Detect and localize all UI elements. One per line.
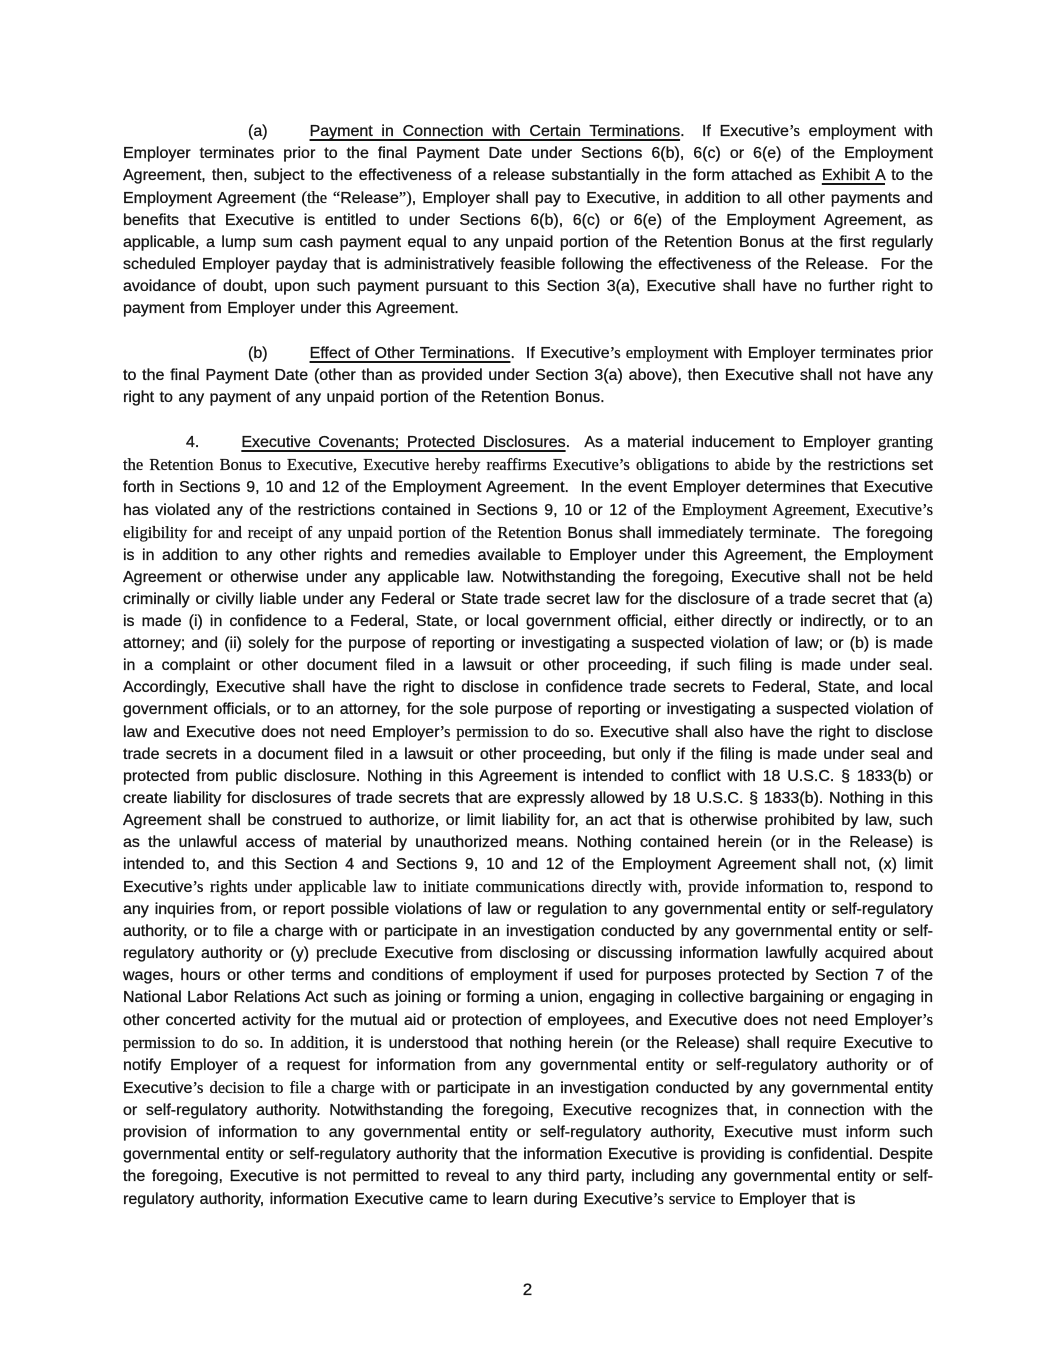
paragraph-4 xyxy=(123,431,933,1211)
text-run: ’s permission to do so. In addition, xyxy=(123,1010,933,1052)
paragraph-3a xyxy=(123,120,933,320)
text-run: with Employer terminates prior to the final Payment Date (other than as provided under Section 3(a) above), then Executive shall not have any right to any payment of any unpaid portion of the Retention Bonus. xyxy=(123,345,933,406)
page-body xyxy=(123,120,933,1233)
text-run: ’s xyxy=(788,121,800,140)
text-run: or participate in an investigation conducted by any governmental entity or self-regulatory authority. Notwithstanding the foregoing, Executive recognizes that, in connection with the provision of information to any governmental entity or self-regulatory authority, Executive must inform such governmental entity or self-regulatory authority that the information Executive is providing is confidential. Despite the foregoing, Executive is not permitted to reveal to any third party, including any governmental entity or self-regulatory authority, information Executive came to learn during Executive xyxy=(123,1080,934,1208)
text-run: ’s rights under applicable law to initiate communications directly with, provide information xyxy=(192,877,831,896)
text-run: 4. xyxy=(186,434,200,451)
heading-run: Effect of Other Terminations xyxy=(309,345,511,362)
heading-run: Executive Covenants; Protected Disclosures xyxy=(241,434,566,451)
heading-run: Exhibit A xyxy=(821,167,885,184)
text-run: Bonus shall immediately terminate. The foregoing is in addition to any other rights and remedies available to Employer under this Agreement, the Employment Agreement or otherwise under any applicable law. Notwithstanding the foregoing, Executive shall not be held criminally or civilly liable under any Federal or State trade secret law for the disclosure of a trade secret that (a) is made (i) in confidence to a Federal, State, or local government official, either directly or indirectly, or to an attorney; and (ii) solely for the purpose of reporting or investigating a suspected violation of law; or (b) is made in a complaint or other document filed in a lawsuit or other proceeding, if such filing is made under seal. Accordingly, Executive shall have the right to disclose in confidence trade secrets to Federal, State, and local government officials, or to an attorney, for the sole purpose of reporting or investigating a suspected violation of law and Executive does not need Employer xyxy=(123,525,933,741)
text-run: (b) xyxy=(248,345,268,362)
paragraph-3b xyxy=(123,342,933,409)
text-run: . As a material inducement to Employer xyxy=(565,434,878,451)
text-run: Employment Agreement, Executive’s eligibility for and receipt of any unpaid portion of the Retention xyxy=(123,500,933,542)
text-run: Executive shall also have the right to disclose trade secrets in a document filed in a lawsuit or other proceeding, but only if the filing is made under seal and protected from public disclosure. Nothing in this Agreement is intended to conflict with 18 U.S.C. § 1833(b) or create liability for disclosures of trade secrets that are expressly allowed by 18 U.S.C. § 1833(b). Nothing in this Agreement shall be construed to authorize, or limit liability for, an act that is otherwise prohibited by law, such as the unlawful access of material by unauthorized means. Nothing contained herein (or in the Release) is intended to, and this Section 4 and Sections 9, 10 and 12 of the Employment Agreement shall not, (x) limit Executive xyxy=(123,724,933,896)
text-run: (the “ xyxy=(301,188,341,207)
text-run: the restrictions set forth in Sections 9, 10 and 12 of the Employment Agreement. In the event Employer determines that Executive has violated any of the restrictions contained in Sections 9, 10 or 12 of the xyxy=(123,457,933,519)
text-run: ”) xyxy=(398,188,412,207)
text-run: Release xyxy=(340,190,399,207)
text-run: . If Executive xyxy=(510,345,610,362)
text-run: granting the Retention Bonus to Executive, Executive hereby reaffirms Executive’s obligations to abide by xyxy=(123,432,933,474)
text-run: ’s permission to do so. xyxy=(439,722,600,741)
text-run: . If Executive xyxy=(680,123,789,140)
text-run: ’s service to xyxy=(652,1189,739,1208)
text-run: Employer that is xyxy=(738,1191,856,1208)
text-run: (a) xyxy=(248,123,268,140)
text-run: ’s employment xyxy=(609,343,709,362)
text-run: to the Employment Agreement xyxy=(123,167,934,207)
text-run: employment with Employer terminates prior to the final Payment Date under Sections 6(b), 6(c) or 6(e) of the Employment Agreement, then, subject to the effectiveness of a release substantially in the form attached as xyxy=(123,123,933,184)
page-number: 2 xyxy=(522,1280,533,1299)
text-run: to, respond to any inquiries from, or report possible violations of law or regulation to any governmental entity or self-regulatory authority, or to file a charge with or participate in an investigation conducted by any governmental entity or self-regulatory authority or (y) preclude Executive from disclosing or discussing information lawfully acquired about wages, hours or other terms and conditions of employment if used for purposes protected by Section 7 of the National Labor Relations Act such as joining or forming a union, engaging in collective bargaining or engaging in other concerted activity for the mutual aid or protection of employees, and Executive does not need Employer xyxy=(123,879,933,1029)
text-run: , Employer shall pay to Executive, in addition to all other payments and benefits that Executive is entitled to under Sections 6(b), 6(c) or 6(e) of the Employment Agreement, as applicable, a lump sum cash payment equal to any unpaid portion of the Retention Bonus at the first regularly scheduled Employer payday that is administratively feasible following the effectiveness of the Release. For the avoidance of doubt, upon such payment pursuant to this Section 3(a), Executive shall have no further right to payment from Employer under this Agreement. xyxy=(123,190,933,317)
text-run: it is understood that nothing herein (or the Release) shall require Executive to notify Employer of a request for information from any governmental entity or self-regulatory authority or of Executive xyxy=(123,1035,933,1097)
text-run: ’s decision to file a charge with xyxy=(192,1078,417,1097)
heading-run: Payment in Connection with Certain Terminations xyxy=(309,123,681,140)
